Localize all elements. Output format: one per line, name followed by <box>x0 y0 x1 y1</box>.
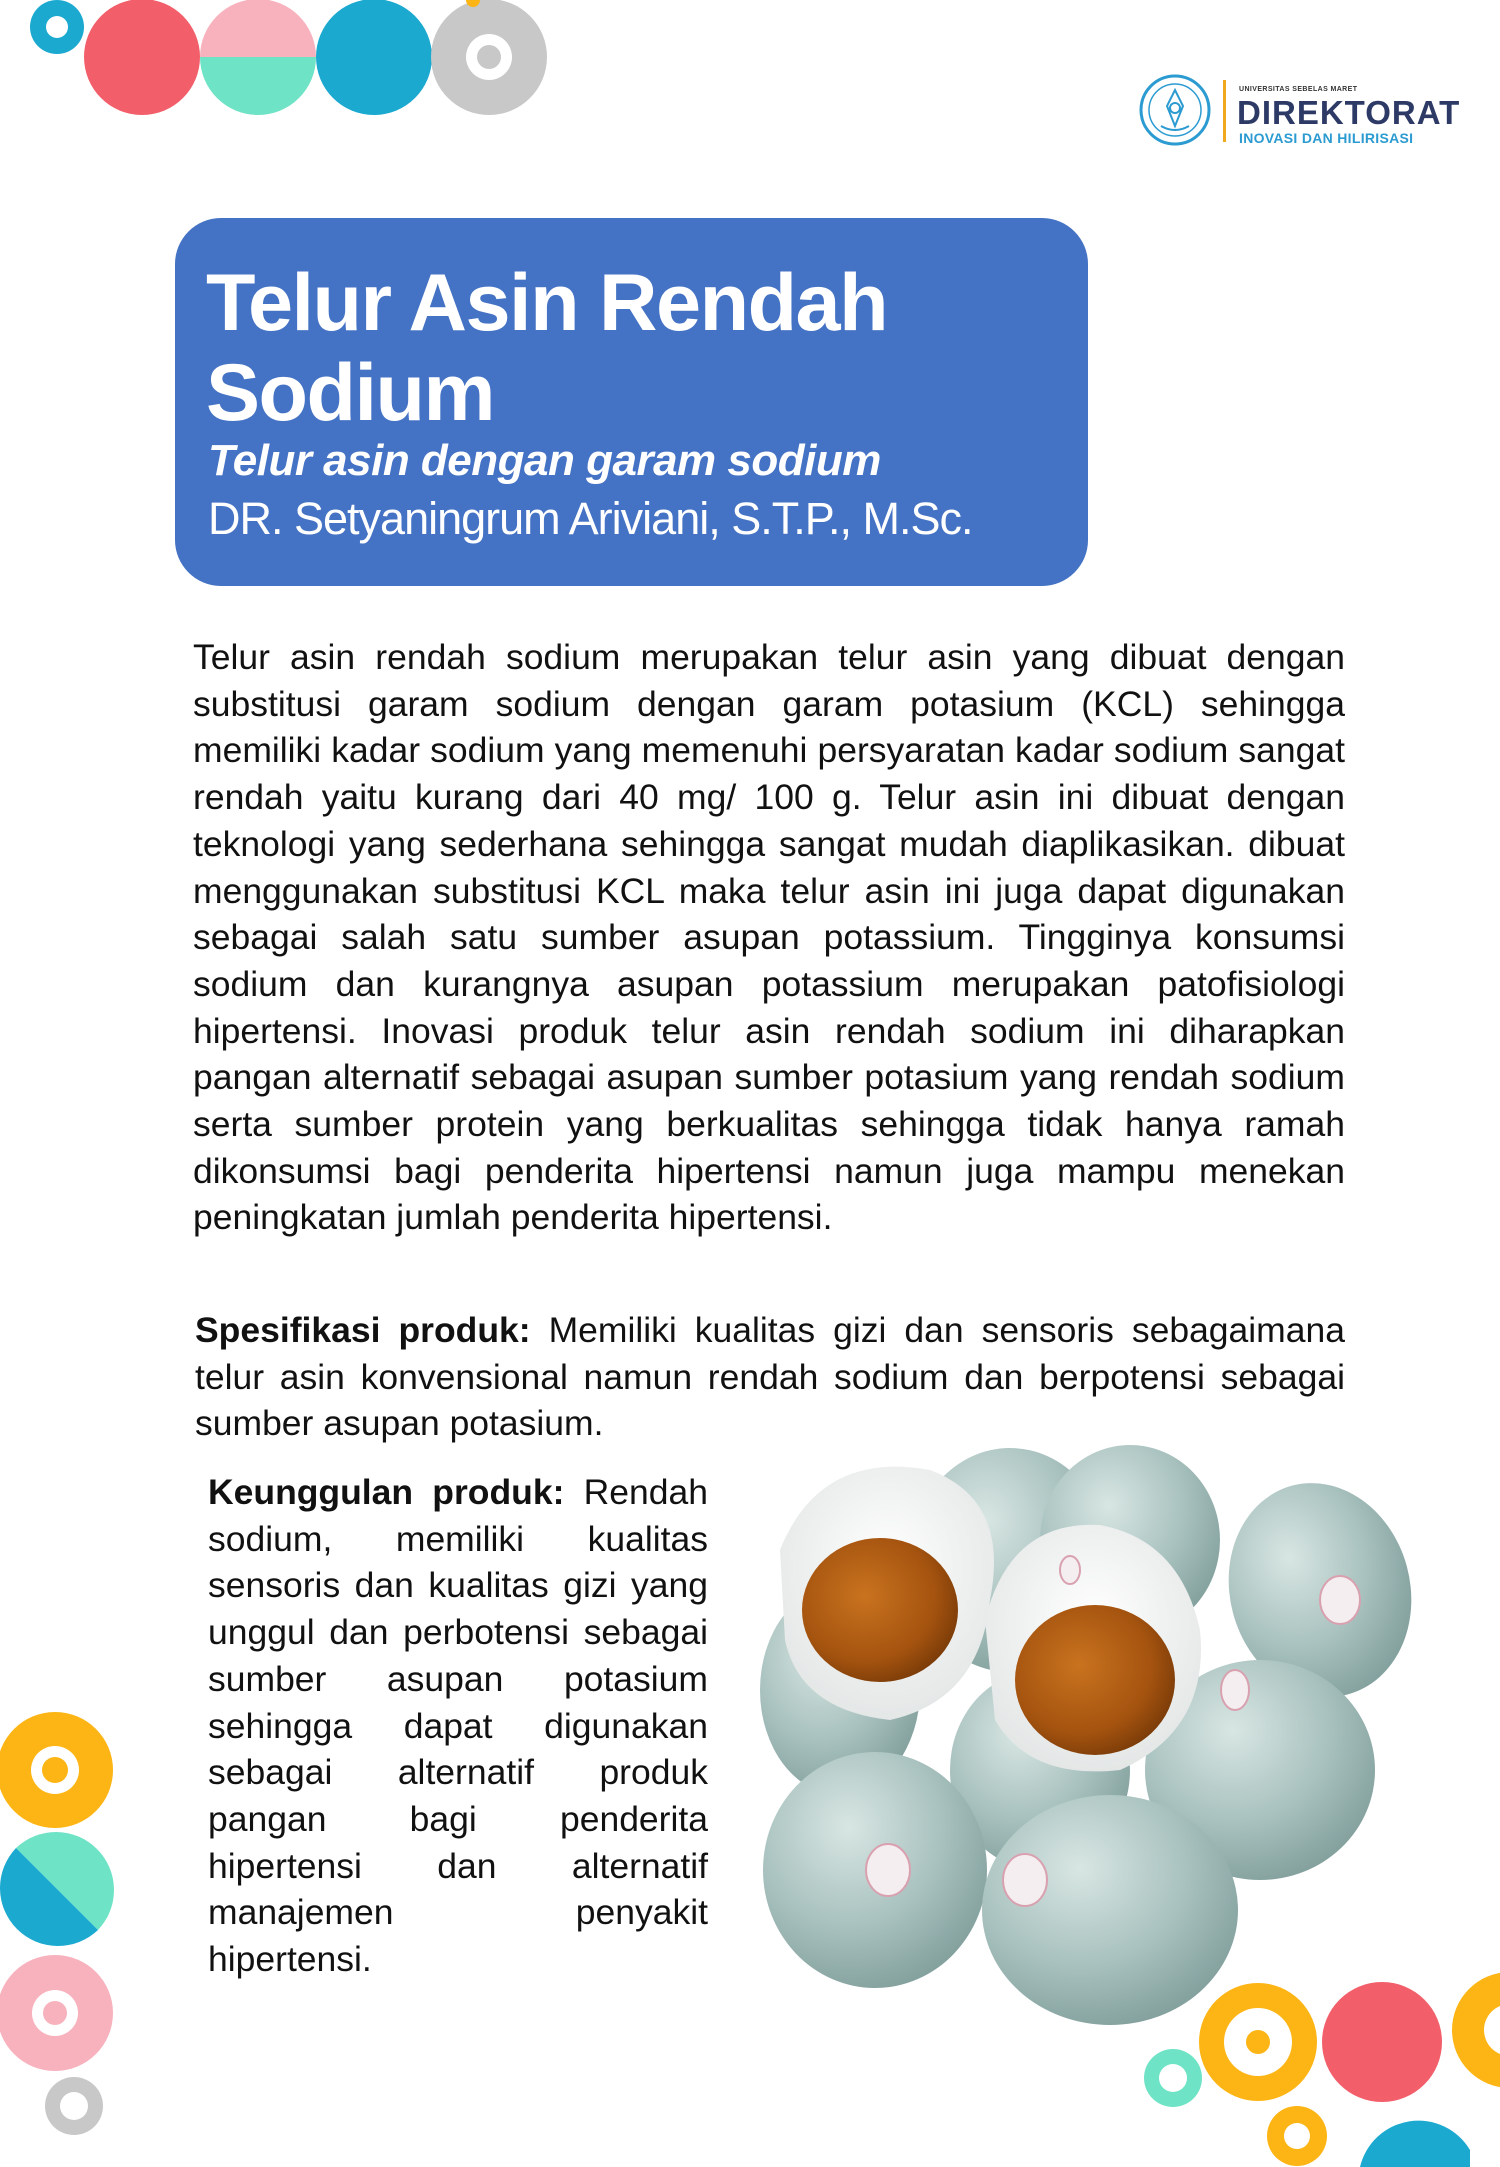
decor-gray-ring-small <box>45 2077 103 2135</box>
title-card <box>175 218 1088 586</box>
specification-label: Spesifikasi produk: <box>195 1310 531 1350</box>
logo-divider <box>1223 80 1226 142</box>
egg-yolk <box>802 1538 958 1682</box>
specification-text: Memiliki kualitas gizi dan sensoris sebagaimana telur asin konvensional namun rendah sodium dan berpotensi sebagai sumber asupan potasium. <box>195 1310 1345 1444</box>
left-decoration <box>0 0 130 2167</box>
logo-title: DIREKTORAT <box>1237 94 1461 131</box>
decor-cyan-mint-circle <box>16 1832 114 1930</box>
advantage-label: Keunggulan produk: <box>208 1472 565 1512</box>
author-name: DR. Setyaningrum Ariviani, S.T.P., M.Sc. <box>208 493 973 544</box>
decor-yellow-ring-edge <box>1452 1972 1500 2088</box>
decor-pink-ring <box>0 1955 113 2071</box>
advantage-text: Rendah sodium, memiliki kualitas sensoris dan kualitas gizi yang unggul dan perbotensi sebagai sumber asupan potasium sehingga dapat digunakan sebagai alternatif produk pangan bagi penderita hipertensi dan alternatif manajemen penyakit hipertensi. <box>208 1472 708 1980</box>
top-decoration <box>0 0 560 130</box>
decor-yellow-ring <box>0 1712 113 1828</box>
decor-coral-circle <box>84 0 200 115</box>
page-title: Telur Asin Rendah Sodium <box>206 258 888 438</box>
decor-pink-mint-circle <box>200 0 316 57</box>
decor-cyan-halfcircle <box>1360 2121 1470 2167</box>
egg-yolk <box>1015 1605 1175 1755</box>
salted-eggs-photo <box>740 1440 1420 2030</box>
university-emblem-icon <box>1135 70 1215 150</box>
advantage-paragraph <box>208 1469 708 1983</box>
decor-mint-ring <box>1144 2049 1202 2107</box>
decor-yellow-ring-small <box>1267 2106 1327 2166</box>
logo-subtitle: INOVASI DAN HILIRISASI <box>1239 130 1414 146</box>
decor-cyan-circle <box>316 0 432 115</box>
specification-paragraph <box>195 1307 1345 1447</box>
egg <box>982 1795 1238 2025</box>
page-subtitle: Telur asin dengan garam sodium <box>208 436 881 485</box>
description-paragraph: Telur asin rendah sodium merupakan telur asin yang dibuat dengan substitusi garam sodium dengan garam potasium (KCL) sehingga memiliki kadar sodium yang memenuhi persyaratan kadar sodium sangat rendah yaitu kurang dari 40 mg/ 100 g. Telur asin ini dibuat dengan teknologi yang sederhana sehingga sangat mudah diaplikasikan. dibuat menggunakan substitusi KCL maka telur asin ini juga dapat digunakan sebagai salah satu sumber asupan potassium. Tingginya konsumsi sodium dan kurangnya asupan potassium merupakan patofisiologi hipertensi. Inovasi produk telur asin rendah sodium ini diharapkan pangan alternatif sebagai asupan sumber potasium yang rendah sodium serta sumber protein yang berkualitas sehingga tidak hanya ramah dikonsumsi bagi penderita hipertensi namun juga mampu menekan peningkatan jumlah penderita hipertensi. <box>193 637 1345 1238</box>
direktorat-logo <box>1135 70 1461 155</box>
logo-university: UNIVERSITAS SEBELAS MARET <box>1239 86 1358 93</box>
